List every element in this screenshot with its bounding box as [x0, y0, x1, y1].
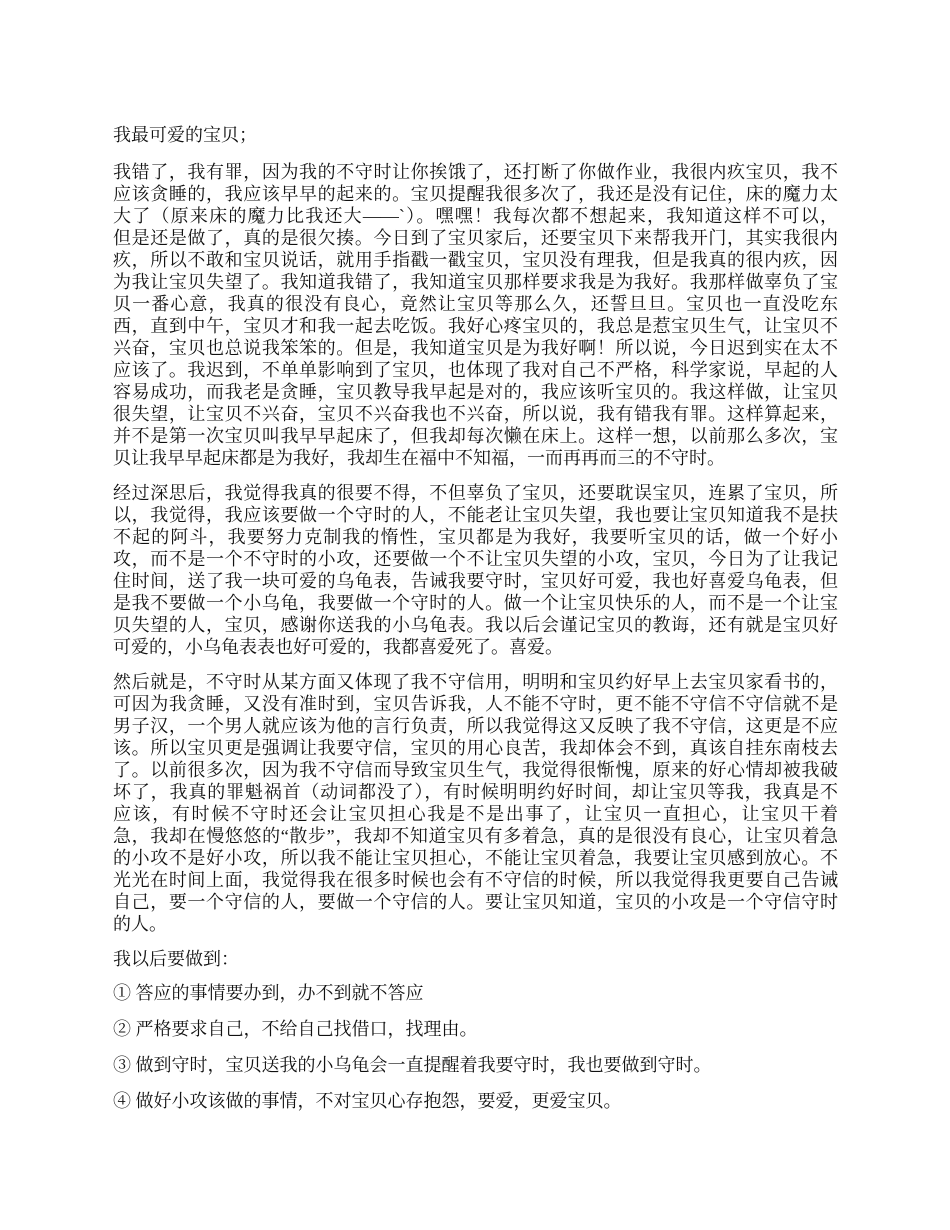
paragraph-line: 很失望，让宝贝不兴奋，宝贝不兴奋我也不兴奋，所以说，我有错我有罪。这样算起来，	[113, 404, 838, 424]
paragraph-line: 以，我觉得，我应该要做一个守时的人，不能老让宝贝失望，我也要让宝贝知道我不是扶	[113, 505, 838, 525]
resolution-list	[113, 982, 950, 1112]
paragraph-line: 住时间，送了我一块可爱的乌龟表，告诫我要守时，宝贝好可爱，我也好喜爱乌龟表，但	[113, 571, 838, 591]
paragraph-line: 应该，有时候不守时还会让宝贝担心我是不是出事了，让宝贝一直担心，让宝贝干着	[113, 804, 838, 824]
paragraph-line: 可爱的，小乌龟表表也好可爱的，我都喜爱死了。喜爱。	[113, 637, 563, 657]
paragraph-line: 应该了。我迟到，不单单影响到了宝贝，也体现了我对自己不严格，科学家说，早起的人	[113, 360, 838, 380]
paragraph-line: 大了（原来床的魔力比我还大——`）。嘿嘿！我每次都不想起来，我知道这样不可以，	[113, 206, 838, 226]
list-intro: 我以后要做到：	[113, 949, 239, 969]
paragraph-line: 攻，而不是一个不守时的小攻，还要做一个不让宝贝失望的小攻，宝贝，今日为了让我记	[113, 549, 838, 569]
paragraph-line: 贝一番心意，我真的很没有良心，竟然让宝贝等那么久，还誓旦旦。宝贝也一直没吃东	[113, 294, 838, 314]
paragraph-line: 疚，所以不敢和宝贝说话，就用手指戳一戳宝贝，宝贝没有理我，但是我真的很内疚，因	[113, 250, 838, 270]
paragraph-line: 了。以前很多次，因为我不守信而导致宝贝生气，我觉得很惭愧，原来的好心情却被我破	[113, 760, 838, 780]
paragraph-line: 应该贪睡的，我应该早早的起来的。宝贝提醒我很多次了，我还是没有记住，床的魔力太	[113, 184, 838, 204]
paragraph-line: 的小攻不是好小攻，所以我不能让宝贝担心，不能让宝贝着急，我要让宝贝感到放心。不	[113, 848, 838, 868]
paragraph-line: 可因为我贪睡，又没有准时到，宝贝告诉我，人不能不守时，更不能不守信不守信就不是	[113, 694, 838, 714]
paragraph-line: 是我不要做一个小乌龟，我要做一个守时的人。做一个让宝贝快乐的人，而不是一个让宝	[113, 593, 838, 613]
paragraph-line: 的人。	[113, 914, 167, 934]
paragraph-line: 不起的阿斗，我要努力克制我的惰性，宝贝都是为我好，我要听宝贝的话，做一个好小	[113, 527, 838, 547]
paragraph-line: 光光在时间上面，我觉得我在很多时候也会有不守信的时候，所以我觉得我更要自己告诫	[113, 870, 838, 890]
paragraph-line: 我错了，我有罪，因为我的不守时让你挨饿了，还打断了你做作业，我很内疚宝贝，我不	[113, 162, 838, 182]
list-item: ④ 做好小攻该做的事情，不对宝贝心存抱怨，要爱，更爱宝贝。	[113, 1091, 622, 1111]
salutation: 我最可爱的宝贝；	[113, 125, 257, 145]
paragraph-line: 贝让我早早起床都是为我好，我却生在福中不知福，一而再再而三的不守时。	[113, 448, 725, 468]
paragraph-line: 经过深思后，我觉得我真的很要不得，不但辜负了宝贝，还要耽误宝贝，连累了宝贝，所	[113, 483, 838, 503]
paragraph-line: 贝失望的人，宝贝，感谢你送我的小乌龟表。我以后会谨记宝贝的教诲，还有就是宝贝好	[113, 615, 838, 635]
list-item: ① 答应的事情要办到，办不到就不答应	[113, 983, 424, 1003]
paragraph-line: 西，直到中午，宝贝才和我一起去吃饭。我好心疼宝贝的，我总是惹宝贝生气，让宝贝不	[113, 316, 838, 336]
paragraph-line: 自己，要一个守信的人，要做一个守信的人。要让宝贝知道，宝贝的小攻是一个守信守时	[113, 892, 838, 912]
paragraph-line: 坏了，我真的罪魁祸首（动词都没了），有时候明明约好时间，却让宝贝等我，我真是不	[113, 782, 838, 802]
list-item: ② 严格要求自己，不给自己找借口，找理由。	[113, 1019, 478, 1039]
paragraph	[113, 671, 950, 935]
paragraph-line: 该。所以宝贝更是强调让我要守信，宝贝的用心良苦，我却体会不到，真该自挂东南枝去	[113, 738, 838, 758]
letter-body	[113, 161, 950, 935]
paragraph-line: 然后就是，不守时从某方面又体现了我不守信用，明明和宝贝约好早上去宝贝家看书的，	[113, 672, 838, 692]
paragraph-line: 容易成功，而我老是贪睡，宝贝教导我早起是对的，我应该听宝贝的。我这样做，让宝贝	[113, 382, 838, 402]
paragraph-line: 急，我却在慢悠悠的“散步”，我却不知道宝贝有多着急，真的是很没有良心，让宝贝着急	[113, 826, 838, 846]
paragraph-line: 并不是第一次宝贝叫我早早起床了，但我却每次懒在床上。这样一想，以前那么多次，宝	[113, 426, 838, 446]
paragraph-line: 兴奋，宝贝也总说我笨笨的。但是，我知道宝贝是为我好啊！所以说，今日迟到实在太不	[113, 338, 838, 358]
paragraph-line: 但是还是做了，真的是很欠揍。今日到了宝贝家后，还要宝贝下来帮我开门，其实我很内	[113, 228, 838, 248]
list-item: ③ 做到守时，宝贝送我的小乌龟会一直提醒着我要守时，我也要做到守时。	[113, 1055, 712, 1075]
paragraph	[113, 482, 950, 658]
paragraph-line: 男子汉，一个男人就应该为他的言行负责，所以我觉得这又反映了我不守信，这更是不应	[113, 716, 838, 736]
paragraph	[113, 161, 950, 469]
paragraph-line: 为我让宝贝失望了。我知道我错了，我知道宝贝那样要求我是为我好。我那样做辜负了宝	[113, 272, 838, 292]
